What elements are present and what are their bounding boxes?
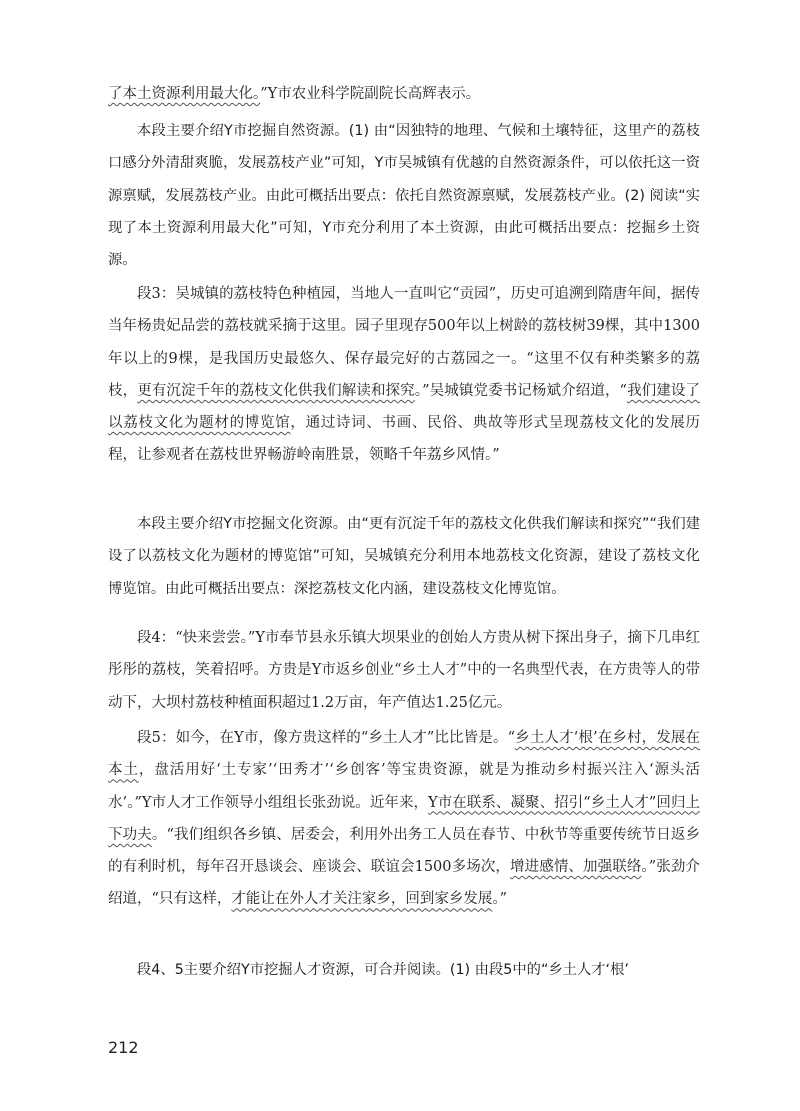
text-run: 。”吴城镇党委书记杨斌介绍道，“ [414, 382, 627, 399]
analysis-natural-resources: 本段主要介绍Y市挖掘自然资源。(1) 由“因独特的地理、气候和土壤特征，这里产的荔枝口感分外清甜爽脆，发展荔枝产业”可知，Y市吴城镇有优越的自然资源条件，可以依托这一资源禀赋，发展荔枝产业。由此可概括出要点：依托自然资源禀赋，发展荔枝产业。(2) 阅读“实现了本土资源利用最大化”可知，Y市充分利用了本土资源，由此可概括出要点：挖掘乡土资源。 [108, 123, 700, 269]
paragraph-4: 段4：“快来尝尝。”Y市奉节县永乐镇大坝果业的创始人方贵从树下探出身子，摘下几串红彤彤的荔枝，笑着招呼。方贵是Y市返乡创业“乡土人才”中的一名典型代表，在方贵等人的带动下，大坝村荔枝种植面积超过1.2万亩，年产值达1.25亿元。 [108, 630, 700, 711]
text-run: ，通过诗词、书画、民俗、典故等形式呈现荔枝文化的发展历程，让参观者在荔枝世界畅游岭南胜景，领略千年荔乡风情。” [108, 415, 701, 464]
underlined-phrase: 我们建设了以荔枝文化为题材的博览馆 [108, 382, 701, 432]
paragraph-continuation [108, 78, 700, 110]
underlined-phrase: Y市在联系、凝聚、招引“乡土人才”回归上下功夫 [108, 794, 700, 843]
paragraph-5 [108, 722, 700, 916]
text-run: ，盘活用好‘土专家’‘田秀才’‘乡创客’等宝贵资源，就是为推动乡村振兴注入‘源头活水’。”Y市人才工作领导小组组长张劲说。近年来， [108, 762, 700, 811]
underlined-phrase: 了本土资源利用最大化。 [108, 86, 261, 102]
analysis-talent-resources: 段4、5主要介绍Y市挖掘人才资源，可合并阅读。(1) 由段5中的“乡土人才‘根’ [137, 962, 629, 978]
analysis-cultural-resources: 本段主要介绍Y市挖掘文化资源。由“更有沉淀千年的荔枝文化供我们解读和探究”“我们建设了以荔枝文化为题材的博览馆”可知，吴城镇充分利用本地荔枝文化资源，建设了荔枝文化博览馆。由此可概括出要点：深挖荔枝文化内涵，建设荔枝文化博览馆。 [108, 516, 700, 597]
underlined-phrase: 更有沉淀千年的荔枝文化供我们解读和探究 [137, 382, 415, 399]
underlined-phrase: 乡土人才‘根’在乡村，发展在本土 [108, 730, 700, 779]
underlined-phrase: 增进感情、加强联络 [510, 859, 642, 876]
paragraph-3 [108, 278, 700, 472]
text-run: 。“我们组织各乡镇、居委会，利用外出务工人员在春节、中秋节等重要传统节日返乡的有利时机，每年召开恳谈会、座谈会、联谊会1500多场次， [108, 826, 700, 876]
page-number: 212 [108, 1038, 139, 1057]
text-run: 。”张劲介绍道，“只有这样， [108, 859, 700, 908]
text-run: 。” [492, 891, 508, 908]
text-run: 段3：吴城镇的荔枝特色种植园，当地人一直叫它“贡园”，历史可追溯到隋唐年间，据传当年杨贵妃品尝的荔枝就采摘于这里。园子里现存500年以上树龄的荔枝树39棵，其中1300年以上的9棵，是我国历史最悠久、保存最完好的古荔园之一。“这里不仅有种类繁多的荔枝， [108, 286, 700, 399]
text-run: ”Y市农业科学院副院长高辉表示。 [260, 86, 481, 102]
text-run: 段5：如今，在Y市，像方贵这样的“乡土人才”比比皆是。“ [137, 730, 515, 746]
underlined-phrase: 才能让在外人才关注家乡，回到家乡发展 [231, 891, 493, 908]
